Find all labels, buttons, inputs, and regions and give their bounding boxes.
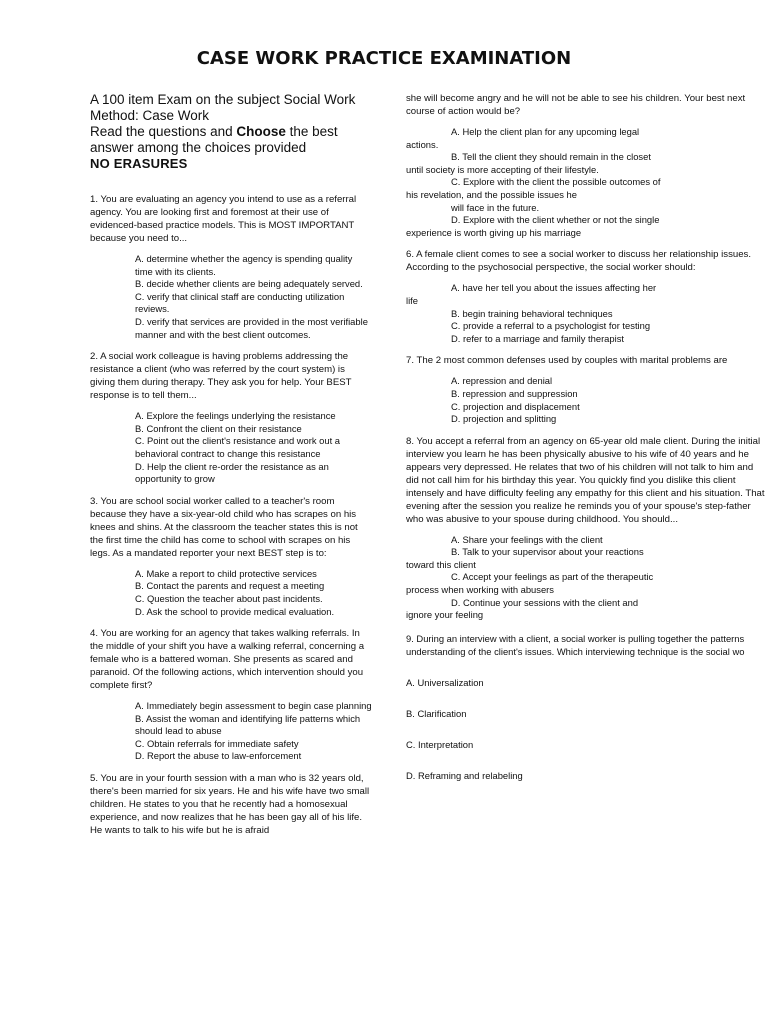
q4-option-d: D. Report the abuse to law-enforcement [135,750,302,762]
intro [90,92,372,156]
question-5-options [406,126,768,239]
intro-choose: Choose [236,124,286,139]
question-3: 3. You are school social worker called to a teacher's room because they have a six-year-old child who has scrapes on his knees and shins. At the classroom the teacher states this is not the first time the child has come to school with scrapes on his legs. As a mandated reporter your next BEST step is to: [90,495,358,559]
q8-option-a: A. Share your feelings with the client [451,533,603,545]
q5-option-d-cont: experience is worth giving up his marriage [406,226,582,238]
q7-option-c: C. projection and displacement [451,400,580,412]
q9-option-d: D. Reframing and relabeling [406,769,523,781]
question-8: 8. You accept a referral from an agency on 65-year old male client. During the initial interview you learn he has been physically abusive to his wife of 40 years and he appears very depressed. He relates that two of his children will not talk to him and did not call him for his birthday this year. You quickly find you dislike this client intensely and have difficulty feeling any empathy for this client and his situation. That evening after the session you realize he reminds you of your spouse's step-father who was abusive to your spouse during childhood. You should... [406,435,765,525]
question-6-options [406,282,768,345]
q2-option-a: A. Explore the feelings underlying the resistance [135,410,336,422]
q1-option-c: C. verify that clinical staff are conducting utilization reviews. [135,290,345,315]
q7-option-b: B. repression and suppression [451,387,578,399]
intro-line1: A 100 item Exam on the subject Social Work [90,92,356,107]
intro-line4: answer among the choices provided [90,140,307,155]
intro-line2: Method: Case Work [90,108,210,123]
q5-option-c-cont2: will face in the future. [451,201,540,213]
q3-option-d: D. Ask the school to provide medical evaluation. [135,605,335,617]
q6-option-c: C. provide a referral to a psychologist for testing [451,320,651,332]
question-1: 1. You are evaluating an agency you intend to use as a referral agency. You are looking first and foremost at their use of evidenced-based practice models. This is MOST IMPORTANT because you need to... [90,194,357,244]
q2-option-b: B. Confront the client on their resistance [135,422,302,434]
question-1-options [135,253,372,341]
question-2-options [135,410,372,486]
q6-option-a: A. have her tell you about the issues affecting her [451,282,657,294]
question-9-line2: understanding of the client's issues. Which interviewing technique is the social wo [406,645,745,657]
q4-option-c: C. Obtain referrals for immediate safety [135,737,299,749]
page-title: CASE WORK PRACTICE EXAMINATION [196,48,572,69]
question-7-options [406,375,768,425]
q6-option-b: B. begin training behavioral techniques [451,307,613,319]
q7-option-d: D. projection and splitting [451,413,557,425]
question-5-continued: she will become angry and he will not be able to see his children. Your best next course of action would be? [406,93,746,117]
question-5: 5. You are in your fourth session with a man who is 32 years old, there's been married for six years. He and his wife have two small children. He states to you that he recently had a homosexual experience, and now realizes that he has been gay all of his life. He wants to talk to his wife but he is afraid [90,773,370,837]
q3-option-a: A. Make a report to child protective services [135,567,317,579]
question-4: 4. You are working for an agency that takes walking referrals. In the middle of your shift you have a walking referral, concerning a female who is a battered woman. She presents as scared and paranoid. Of the following actions, which intervention should you complete first? [90,628,365,692]
q9-option-c: C. Interpretation [406,738,474,750]
q4-option-a: A. Immediately begin assessment to begin case planning [135,700,372,712]
q5-option-d: D. Explore with the client whether or not the single [451,214,660,226]
q5-option-a-cont: actions. [406,138,439,150]
q5-option-c: C. Explore with the client the possible outcomes of [451,176,661,188]
q3-option-c: C. Question the teacher about past incidents. [135,592,323,604]
question-8-options [406,534,768,622]
question-6: 6. A female client comes to see a social worker to discuss her relationship issues. According to the psychosocial perspective, the social worker should: [406,249,752,274]
question-3-options [135,568,372,618]
q3-option-b: B. Contact the parents and request a meeting [135,580,325,592]
q5-option-b: B. Tell the client they should remain in the closet [451,151,651,163]
q1-option-b: B. decide whether clients are being adequately served. [135,278,363,290]
question-4-options [135,700,372,763]
q5-option-c-cont: his revelation, and the possible issues he [406,188,577,200]
q4-option-b: B. Assist the woman and identifying life patterns which should lead to abuse [135,712,361,737]
question-9 [406,632,768,658]
q6-option-a-cont: life [406,294,418,306]
question-7: 7. The 2 most common defenses used by couples with marital problems are [406,355,728,367]
q5-option-a: A. Help the client plan for any upcoming legal [451,126,640,137]
q9-option-a: A. Universalization [406,676,484,688]
q8-option-d-cont: ignore your feeling [406,609,484,621]
intro-line3-pre: Read the questions and [90,124,237,139]
q8-option-c: C. Accept your feelings as part of the therapeutic [451,571,654,583]
q8-option-b: B. Talk to your supervisor about your reactions [451,546,644,558]
q8-option-d: D. Continue your sessions with the client and [451,596,639,608]
q1-option-d: D. verify that services are provided in the most verifiable manner and with the best client outcomes. [135,315,368,340]
right-column [406,92,768,800]
q1-option-a: A. determine whether the agency is spending quality time with its clients. [135,253,353,277]
q7-option-a: A. repression and denial [451,375,553,387]
q9-option-b: B. Clarification [406,707,467,719]
no-erasures: NO ERASURES [90,156,188,171]
q2-option-c: C. Point out the client's resistance and work out a behavioral contract to change this resistance [135,435,341,459]
q5-option-b-cont: until society is more accepting of their lifestyle. [406,163,599,175]
q8-option-c-cont: process when working with abusers [406,584,554,596]
intro-line3-post: the best [285,124,338,139]
left-column [90,92,372,845]
q2-option-d: D. Help the client re-order the resistance as an opportunity to grow [135,460,329,485]
question-2: 2. A social work colleague is having problems addressing the resistance a client (who was referred by the court system) is giving them during therapy. They ask you for help. Your BEST response is to tell them... [90,351,352,402]
q8-option-b-cont: toward this client [406,558,476,570]
q6-option-d: D. refer to a marriage and family therapist [451,332,624,344]
question-9-line1: 9. During an interview with a client, a social worker is pulling together the patterns [406,632,745,644]
